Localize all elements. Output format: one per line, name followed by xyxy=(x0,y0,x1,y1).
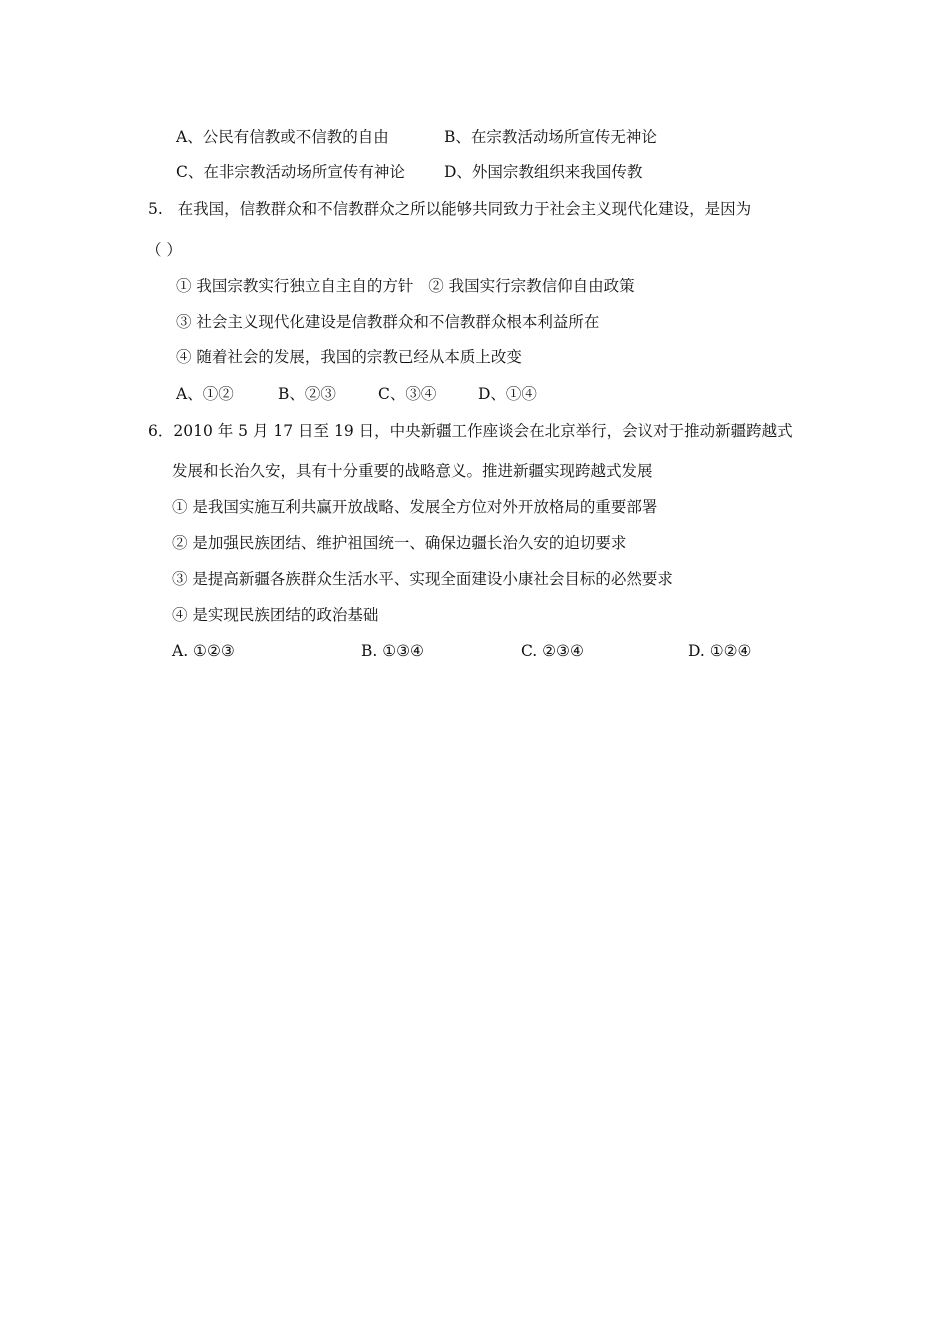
q5-option-d: D、①④ xyxy=(478,385,537,403)
q6-stem-line1: 6．2010 年 5 月 17 日至 19 日，中央新疆工作座谈会在北京举行，会议对于推动新疆跨越式 xyxy=(148,422,793,440)
q5-item-2: ③ 社会主义现代化建设是信教群众和不信教群众根本利益所在 xyxy=(176,313,600,331)
q4-option-c: C、在非宗教活动场所宣传有神论 xyxy=(176,163,405,181)
q4-option-d: D、外国宗教组织来我国传教 xyxy=(444,163,643,181)
q6-stem-line2: 发展和长治久安，具有十分重要的战略意义。推进新疆实现跨越式发展 xyxy=(172,462,653,480)
q6-option-c: C. ②③④ xyxy=(521,642,584,660)
q6-item-4: ④ 是实现民族团结的政治基础 xyxy=(172,606,379,624)
q5-option-b: B、②③ xyxy=(278,385,336,403)
q5-item-3: ④ 随着社会的发展，我国的宗教已经从本质上改变 xyxy=(176,348,522,366)
q6-item-1: ① 是我国实施互利共赢开放战略、发展全方位对外开放格局的重要部署 xyxy=(172,498,658,516)
q4-option-b: B、在宗教活动场所宣传无神论 xyxy=(444,128,657,146)
q5-option-c: C、③④ xyxy=(378,385,437,403)
q4-option-a: A、公民有信教或不信教的自由 xyxy=(176,128,389,146)
q6-option-a: A. ①②③ xyxy=(172,642,235,660)
q6-option-b: B. ①③④ xyxy=(361,642,424,660)
q6-item-2: ② 是加强民族团结、维护祖国统一、确保边疆长治久安的迫切要求 xyxy=(172,534,627,552)
q5-item-1: ① 我国宗教实行独立自主自的方针 ② 我国实行宗教信仰自由政策 xyxy=(176,277,635,295)
q5-stem-line2: （ ） xyxy=(146,241,182,259)
q6-item-3: ③ 是提高新疆各族群众生活水平、实现全面建设小康社会目标的必然要求 xyxy=(172,570,673,588)
q5-stem-line1: 5. 在我国，信教群众和不信教群众之所以能够共同致力于社会主义现代化建设，是因为 xyxy=(148,200,752,218)
q5-option-a: A、①② xyxy=(176,385,234,403)
q6-option-d: D. ①②④ xyxy=(688,642,752,660)
